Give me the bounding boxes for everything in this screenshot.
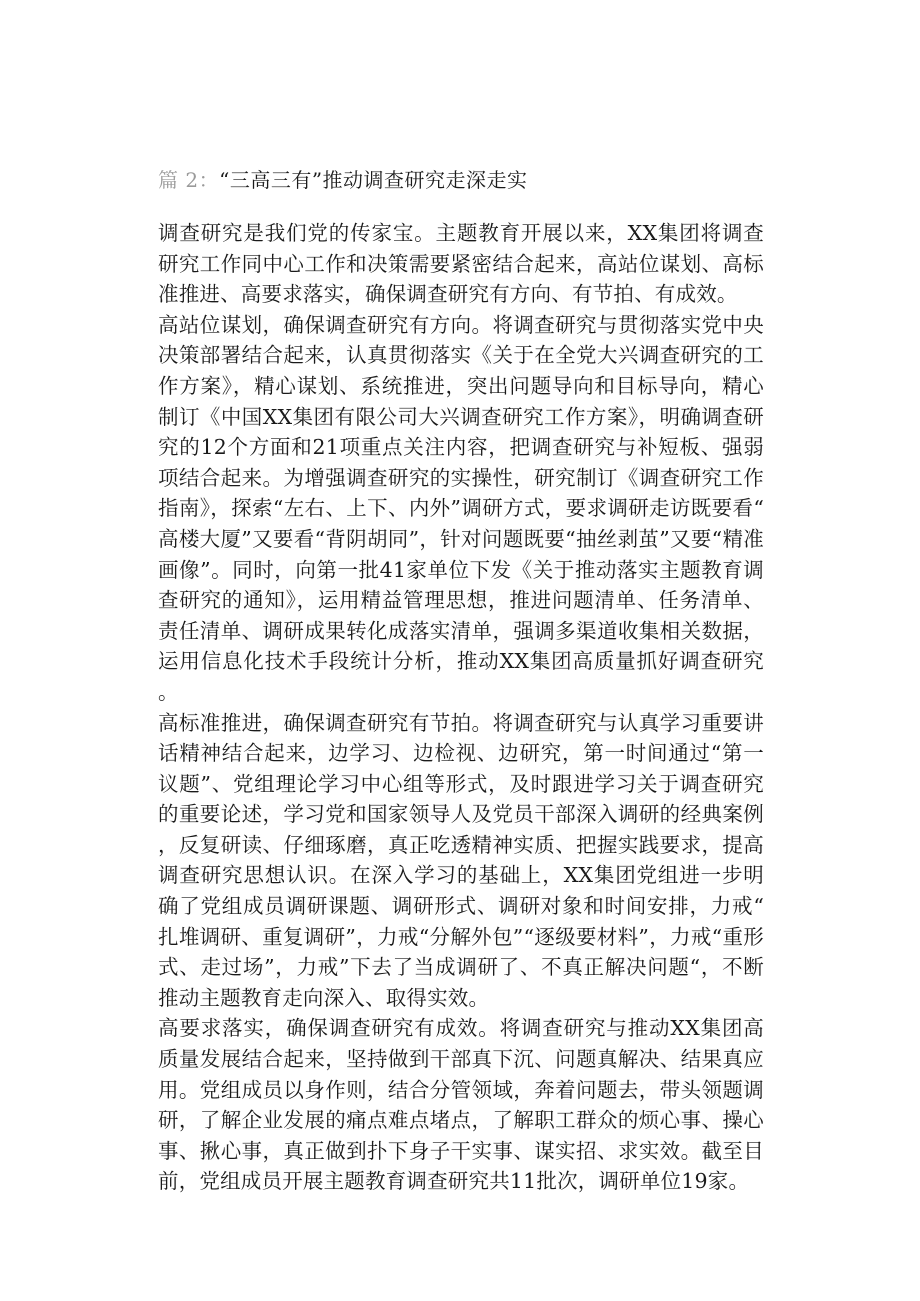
title-text: “三高三有”推动调查研究走深走实 — [219, 168, 528, 192]
paragraph-intro: 调查研究是我们党的传家宝。主题教育开展以来，XX集团将调查研究工作同中心工作和决策需要紧密结合起来，高站位谋划、高标准推进、高要求落实，确保调查研究有方向、有节拍、有成效。 — [158, 221, 764, 307]
paragraph-high-requirement-implementation: 高要求落实，确保调查研究有成效。将调查研究与推动XX集团高质量发展结合起来，坚持做到干部真下沉、问题真解决、结果真应用。党组成员以身作则，结合分管领域，奔着问题去，带头领题调研，了解企业发展的痛点难点堵点，了解职工群众的烦心事、操心事、揪心事，真正做到扑下身子干实事、谋实招、求实效。截至目前，党组成员开展主题教育调查研究共11批次，调研单位19家。 — [158, 1016, 764, 1194]
document-body — [158, 218, 764, 1197]
paragraph-high-position-planning: 高站位谋划，确保调查研究有方向。将调查研究与贯彻落实党中央决策部署结合起来，认真贯彻落实《关于在全党大兴调查研究的工作方案》，精心谋划、系统推进，突出问题导向和目标导向，精心制订《中国XX集团有限公司大兴调查研究工作方案》，明确调查研究的12个方面和21项重点关注内容，把调查研究与补短板、强弱项结合起来。为增强调查研究的实操性，研究制订《调查研究工作指南》，探索“左右、上下、内外”调研方式，要求调研走访既要看“高楼大厦”又要看“背阴胡同”，针对问题既要“抽丝剥茧”又要“精准画像”。同时，向第一批41家单位下发《关于推动落实主题教育调查研究的通知》，运用精益管理思想，推进问题清单、任务清单、责任清单、调研成果转化成落实清单，强调多渠道收集相关数据，运用信息化技术手段统计分析，推动XX集团高质量抓好调查研究。 — [158, 312, 764, 704]
paragraph-high-standard-promotion: 高标准推进，确保调查研究有节拍。将调查研究与认真学习重要讲话精神结合起来，边学习、边检视、边研究，第一时间通过“第一议题”、党组理论学习中心组等形式，及时跟进学习关于调查研究的重要论述，学习党和国家领导人及党员干部深入调研的经典案例，反复研读、仔细琢磨，真正吃透精神实质、把握实践要求，提高调查研究思想认识。在深入学习的基础上，XX集团党组进一步明确了党组成员调研课题、调研形式、调研对象和时间安排，力戒“扎堆调研、重复调研”，力戒“分解外包”“逐级要材料”，力戒“重形式、走过场”，力戒”下去了当成调研了、不真正解决问题“，不断推动主题教育走向深入、取得实效。 — [158, 710, 764, 1010]
document-title — [158, 165, 778, 195]
title-prefix: 篇 2： — [158, 168, 220, 192]
